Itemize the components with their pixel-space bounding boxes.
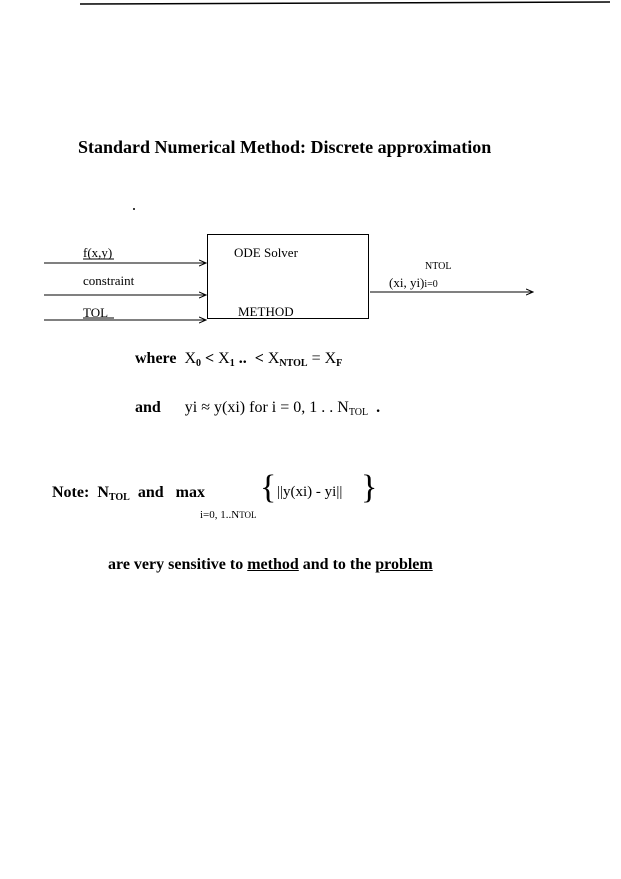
page-title: Standard Numerical Method: Discrete approximation	[78, 137, 492, 157]
note-and: and	[137, 484, 164, 501]
and-line	[135, 399, 380, 418]
speck-1	[133, 208, 135, 210]
output-index: i=0	[424, 279, 438, 290]
sensitive-middle: and to the	[302, 556, 372, 573]
max-sub-text: i=0, 1..N	[200, 509, 240, 521]
where-xn-sub: NTOL	[279, 358, 308, 369]
and-n-sub: TOL	[348, 407, 369, 418]
where-xf-sub: F	[336, 358, 343, 369]
where-eq: =	[311, 350, 321, 367]
where-x0: X	[184, 350, 197, 367]
where-lt2: <	[254, 350, 264, 367]
right-brace: }	[361, 469, 378, 506]
output-pairs	[389, 275, 438, 291]
where-lt1: <	[205, 350, 215, 367]
input-label-f: f(x,y)	[83, 245, 113, 260]
note-n: N	[97, 484, 109, 501]
note-n-sub: TOL	[108, 492, 130, 503]
note-max: max	[175, 484, 205, 501]
and-word: and	[135, 399, 161, 416]
where-word: where	[135, 350, 177, 367]
output-pairs-text: (xi, yi)	[389, 275, 425, 290]
sensitive-line	[108, 556, 433, 574]
where-xn: X	[267, 350, 280, 367]
where-xf: X	[324, 350, 337, 367]
max-sub-tol: TOL	[239, 510, 257, 520]
max-subscript	[200, 509, 257, 521]
where-line	[135, 350, 342, 369]
note-word: Note:	[52, 484, 90, 501]
left-brace: {	[260, 469, 277, 506]
and-end: .	[376, 399, 381, 416]
top-rule	[80, 2, 610, 4]
output-ntol: NTOL	[425, 261, 452, 272]
where-dots: ..	[238, 350, 247, 367]
where-x0-sub: 0	[196, 358, 202, 369]
input-label-tol: TOL	[83, 305, 109, 320]
where-x1: X	[218, 350, 230, 367]
box-label-ode-solver: ODE Solver	[234, 245, 298, 260]
sensitive-method: method	[247, 556, 299, 573]
where-x1-sub: 1	[229, 358, 235, 369]
note-line	[52, 484, 205, 503]
box-label-method: METHOD	[238, 304, 294, 319]
input-label-constraint: constraint	[83, 273, 135, 288]
sensitive-problem: problem	[375, 556, 433, 573]
sensitive-prefix: are very sensitive to	[108, 556, 244, 573]
and-expr: yi ≈ y(xi) for i = 0, 1 . . N	[184, 399, 349, 416]
norm-expression: ||y(xi) - yi||	[277, 484, 343, 500]
